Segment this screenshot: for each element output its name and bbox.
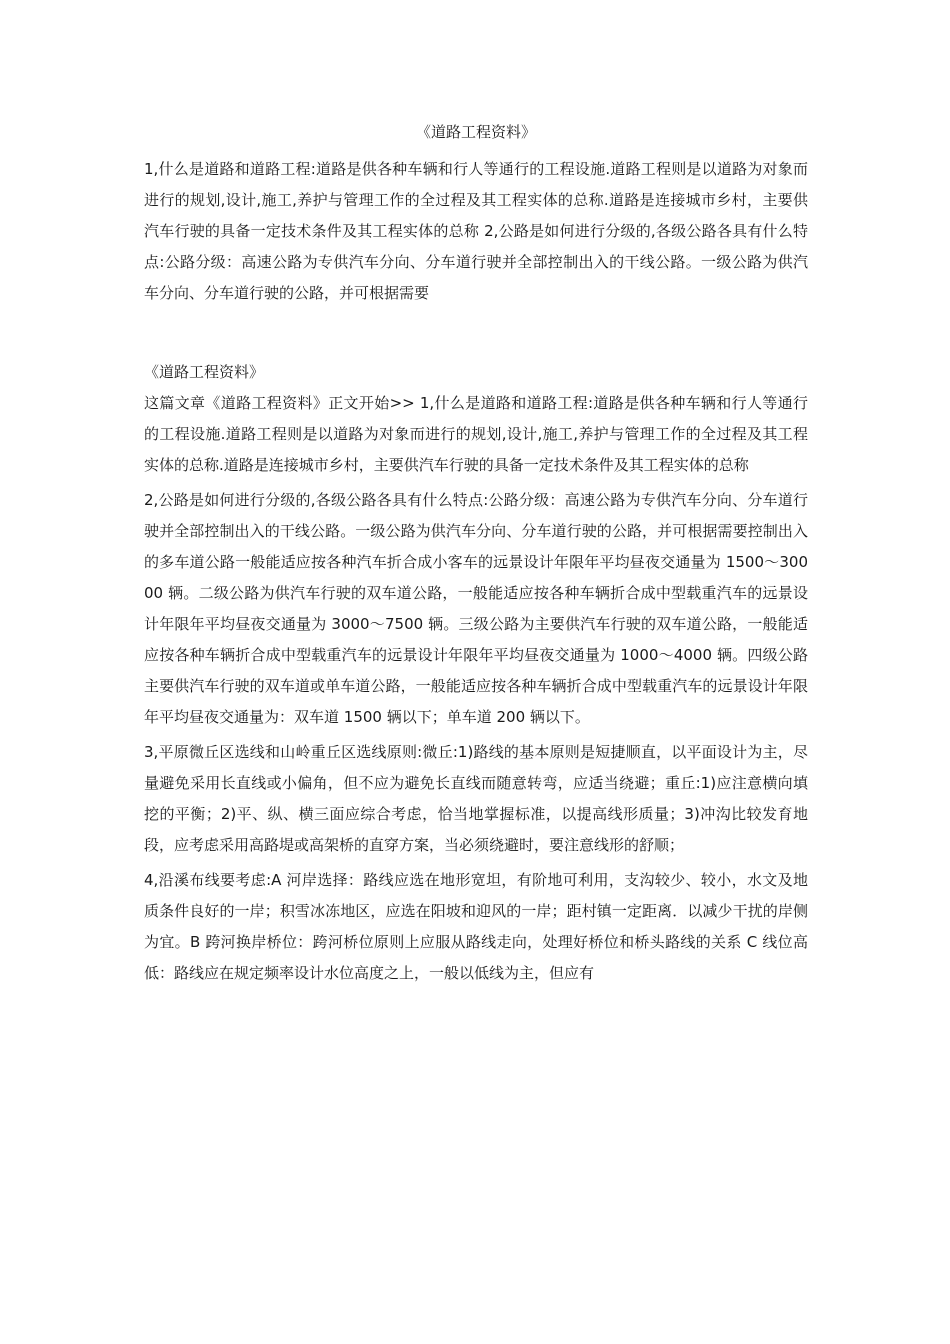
body-paragraph-3: 3,平原微丘区选线和山岭重丘区选线原则:微丘:1)路线的基本原则是短捷顺直，以平面设计为主，尽量避免采用长直线或小偏角，但不应为避免长直线而随意转弯，应适当绕避；重丘:1)应注意横向填挖的平衡；2)平、纵、横三面应综合考虑，恰当地掌握标准，以提高线形质量；3)冲沟比较发育地段，应考虑采用高路堤或高架桥的直穿方案，当必须绕避时，要注意线形的舒顺； [144,743,808,854]
document-page [144,122,808,993]
body-paragraph-1: 这篇文章《道路工程资料》正文开始>> 1,什么是道路和道路工程:道路是供各种车辆和行人等通行的工程设施.道路工程则是以道路为对象而进行的规划,设计,施工,养护与管理工作的全过程及其工程实体的总称.道路是连接城市乡村，主要供汽车行驶的具备一定技术条件及其工程实体的总称 [144,394,808,474]
document-title: 《道路工程资料》 [415,123,536,141]
body-paragraph-4: 4,沿溪布线要考虑:A 河岸选择：路线应选在地形宽坦，有阶地可利用，支沟较少、较小，水文及地质条件良好的一岸；积雪冰冻地区，应选在阳坡和迎风的一岸；距村镇一定距离．以减少干扰的岸侧为宜。B 跨河换岸桥位：跨河桥位原则上应服从路线走向，处理好桥位和桥头路线的关系 C 线位高低：路线应在规定频率设计水位高度之上，一般以低线为主，但应有 [144,871,808,982]
body-paragraph-2: 2,公路是如何进行分级的,各级公路各具有什么特点:公路分级：高速公路为专供汽车分向、分车道行驶并全部控制出入的干线公路。一级公路为供汽车分向、分车道行驶的公路，并可根据需要控制出入的多车道公路一般能适应按各种汽车折合成小客车的远景设计年限年平均昼夜交通量为 1500～30000 辆。二级公路为供汽车行驶的双车道公路，一般能适应按各种车辆折合成中型载重汽车的远景设计年限年平均昼夜交通量为 3000～7500 辆。三级公路为主要供汽车行驶的双车道公路，一般能适应按各种车辆折合成中型载重汽车的远景设计年限年平均昼夜交通量为 1000～4000 辆。四级公路主要供汽车行驶的双车道或单车道公路，一般能适应按各种车辆折合成中型载重汽车的远景设计年限年平均昼夜交通量为：双车道 1500 辆以下；单车道 200 辆以下。 [144,491,808,726]
intro-paragraph: 1,什么是道路和道路工程:道路是供各种车辆和行人等通行的工程设施.道路工程则是以道路为对象而进行的规划,设计,施工,养护与管理工作的全过程及其工程实体的总称.道路是连接城市乡村，主要供汽车行驶的具备一定技术条件及其工程实体的总称 2,公路是如何进行分级的,各级公路各具有什么特点:公路分级：高速公路为专供汽车分向、分车道行驶并全部控制出入的干线公路。一级公路为供汽车分向、分车道行驶的公路，并可根据需要 [144,160,808,302]
section-title: 《道路工程资料》 [144,363,265,381]
section-gap [144,313,808,357]
